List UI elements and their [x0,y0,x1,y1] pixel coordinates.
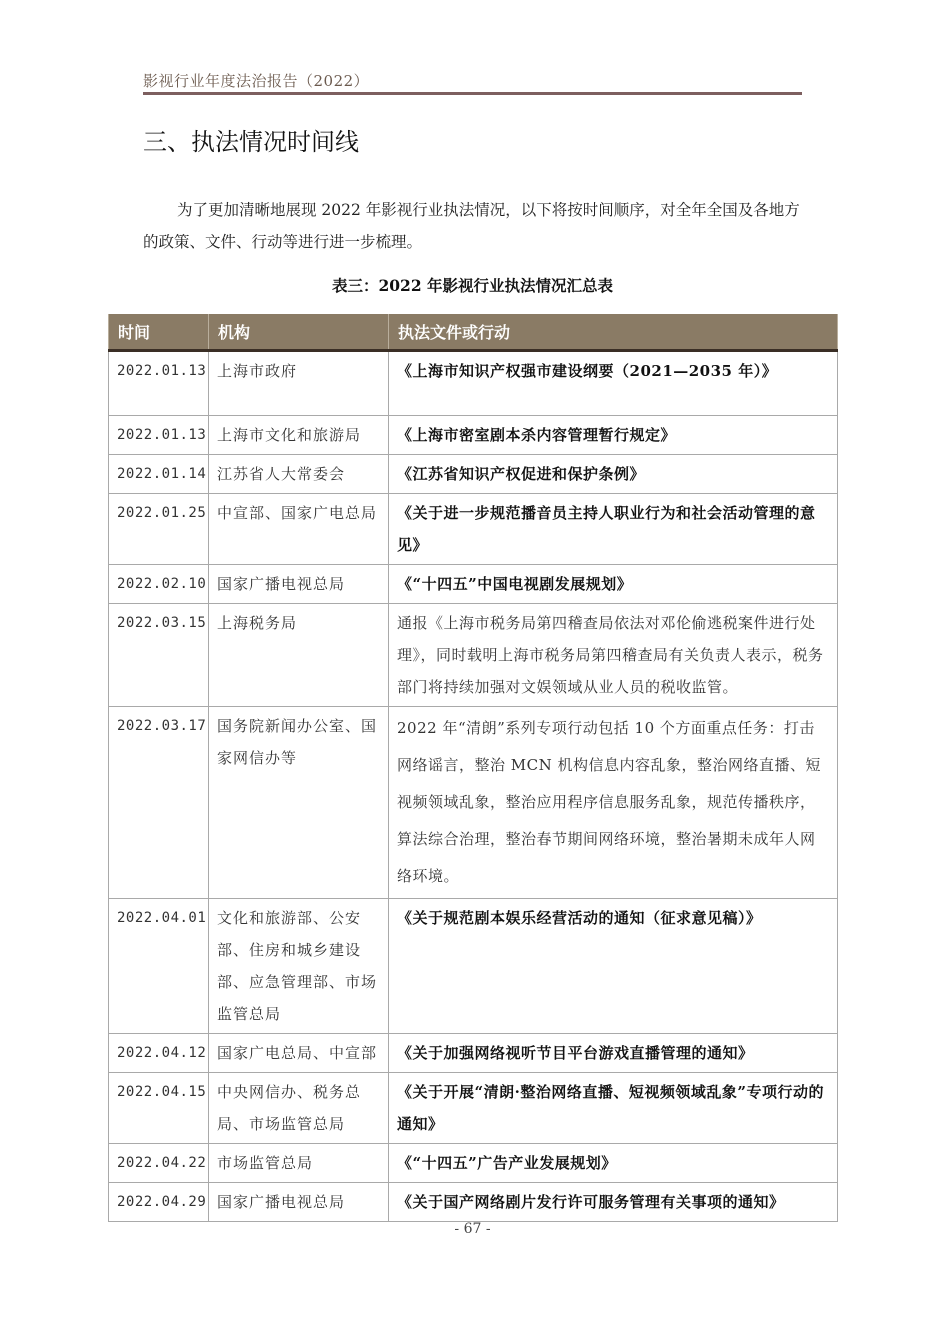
cell-agency: 国家广播电视总局 [209,1183,389,1222]
cell-date: 2022.01.13 [109,416,209,455]
cell-action: 2022 年“清朗”系列专项行动包括 10 个方面重点任务：打击网络谣言，整治 MCN 机构信息内容乱象，整治网络直播、短视频领域乱象，整治应用程序信息服务乱象，规范传播秩序，算法综合治理，整治春节期间网络环境，整治暑期未成年人网络环境。 [389,707,838,899]
cell-date: 2022.03.15 [109,604,209,707]
table-row [109,351,838,416]
running-header-title: 影视行业年度法治报告（2022） [143,72,370,90]
cell-action: 《关于规范剧本娱乐经营活动的通知（征求意见稿）》 [389,899,838,1034]
cell-action: 《关于国产网络剧片发行许可服务管理有关事项的通知》 [389,1183,838,1222]
cell-action: 通报《上海市税务局第四稽查局依法对邓伦偷逃税案件进行处理》，同时载明上海市税务局第四稽查局有关负责人表示，税务部门将持续加强对文娱领域从业人员的税收监管。 [389,604,838,707]
table-row [109,416,838,455]
table-row [109,1034,838,1073]
cell-action: 《关于进一步规范播音员主持人职业行为和社会活动管理的意见》 [389,494,838,565]
cell-agency: 国家广电总局、中宣部 [209,1034,389,1073]
cell-agency: 国务院新闻办公室、国家网信办等 [209,707,389,899]
table-caption: 表三：2022 年影视行业执法情况汇总表 [331,276,614,295]
table-row [109,1073,838,1144]
cell-date: 2022.01.25 [109,494,209,565]
enforcement-summary-table [108,314,838,1222]
cell-action: 《上海市知识产权强市建设纲要（2021—2035 年）》 [389,351,838,416]
cell-date: 2022.01.14 [109,455,209,494]
cell-date: 2022.01.13 [109,351,209,416]
table-row [109,565,838,604]
cell-agency: 上海税务局 [209,604,389,707]
table-row [109,1144,838,1183]
table-row [109,1183,838,1222]
cell-date: 2022.04.01 [109,899,209,1034]
cell-action: 《江苏省知识产权促进和保护条例》 [389,455,838,494]
table-row [109,604,838,707]
cell-action: 《关于开展“清朗·整治网络直播、短视频领域乱象”专项行动的通知》 [389,1073,838,1144]
header-rule [143,92,802,95]
intro-paragraph: 为了更加清晰地展现 2022 年影视行业执法情况，以下将按时间顺序，对全年全国及各地方的政策、文件、行动等进行进一步梳理。 [143,201,800,251]
cell-agency: 文化和旅游部、公安部、住房和城乡建设部、应急管理部、市场监管总局 [209,899,389,1034]
table-row [109,455,838,494]
cell-agency: 上海市政府 [209,351,389,416]
cell-action: 《“十四五”广告产业发展规划》 [389,1144,838,1183]
cell-date: 2022.04.12 [109,1034,209,1073]
cell-date: 2022.04.29 [109,1183,209,1222]
table-row [109,899,838,1034]
cell-date: 2022.04.15 [109,1073,209,1144]
cell-date: 2022.04.22 [109,1144,209,1183]
cell-action: 《上海市密室剧本杀内容管理暂行规定》 [389,416,838,455]
cell-agency: 中央网信办、税务总局、市场监管总局 [209,1073,389,1144]
table-row [109,707,838,899]
column-header-action: 执法文件或行动 [389,314,838,351]
cell-agency: 中宣部、国家广电总局 [209,494,389,565]
cell-agency: 市场监管总局 [209,1144,389,1183]
cell-agency: 江苏省人大常委会 [209,455,389,494]
table-header-row [109,314,838,351]
cell-date: 2022.03.17 [109,707,209,899]
page-number: - 67 - [454,1221,491,1237]
cell-action: 《“十四五”中国电视剧发展规划》 [389,565,838,604]
table-row [109,494,838,565]
cell-agency: 国家广播电视总局 [209,565,389,604]
cell-action: 《关于加强网络视听节目平台游戏直播管理的通知》 [389,1034,838,1073]
table-body [109,351,838,1222]
column-header-agency: 机构 [209,314,389,351]
cell-agency: 上海市文化和旅游局 [209,416,389,455]
cell-date: 2022.02.10 [109,565,209,604]
section-title: 三、执法情况时间线 [143,128,359,156]
column-header-date: 时间 [109,314,209,351]
